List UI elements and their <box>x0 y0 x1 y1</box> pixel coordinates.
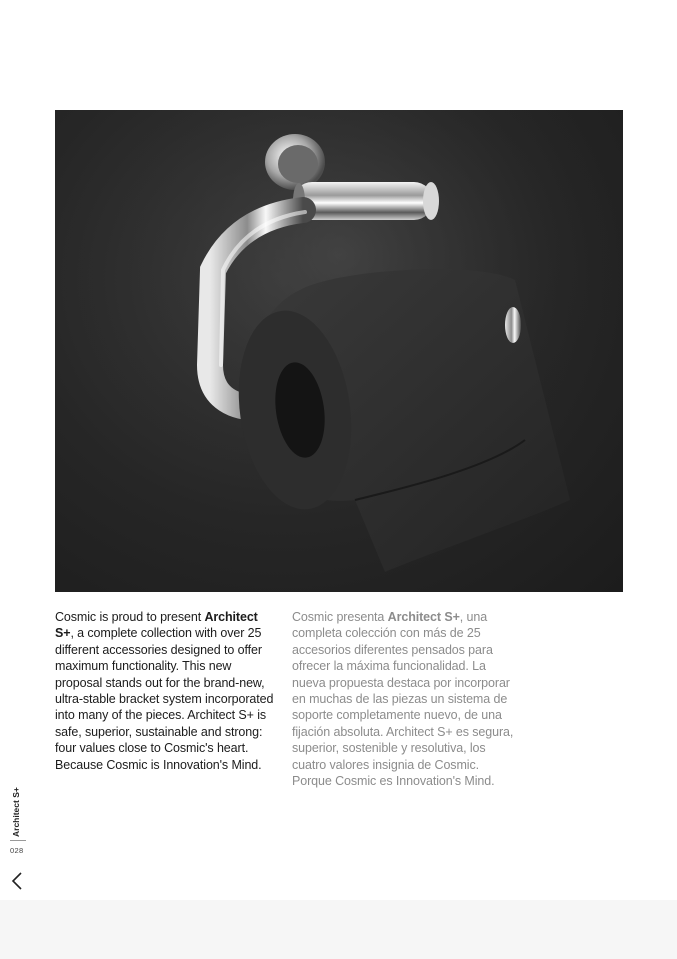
es-brand-name: Architect S+ <box>387 610 460 624</box>
page-number: 028 <box>10 846 24 855</box>
chevron-left-icon <box>10 871 24 891</box>
section-label <box>9 787 25 837</box>
section-label-text: Architect S+ <box>11 787 21 837</box>
bottom-bar <box>0 900 677 959</box>
product-photo <box>55 110 623 592</box>
en-text-body: , a complete collection with over 25 different accessories designed to offer maximum functionality. This new proposal stands out for the brand-new, ultra-stable bracket system incorporated into many of the pieces. Architect S+ is safe, superior, sustainable and strong: four values close to Cosmic's heart. Because Cosmic is Innovation's Mind. <box>55 626 274 772</box>
toilet-roll-holder-image <box>55 110 623 592</box>
en-brand-name: Architect S+ <box>55 610 258 641</box>
es-text-body: , una completa colección con más de 25 accesorios diferentes pensados para ofrecer la máxima funcionalidad. La nueva propuesta destaca por incorporar en muchas de las piezas un sistema de soporte completamente nuevo, de una fijación absoluta. Architect S+ es segura, superior, sostenible y resolutiva, los cuatro valores insignia de Cosmic. Porque Cosmic es Innovation's Mind. <box>292 610 514 789</box>
side-divider <box>10 840 26 841</box>
back-button[interactable] <box>10 871 24 891</box>
en-text-intro: Cosmic is proud to present <box>55 610 205 624</box>
body-text-english <box>55 609 277 773</box>
es-text-intro: Cosmic presenta <box>292 610 388 624</box>
body-text-spanish <box>292 609 522 789</box>
